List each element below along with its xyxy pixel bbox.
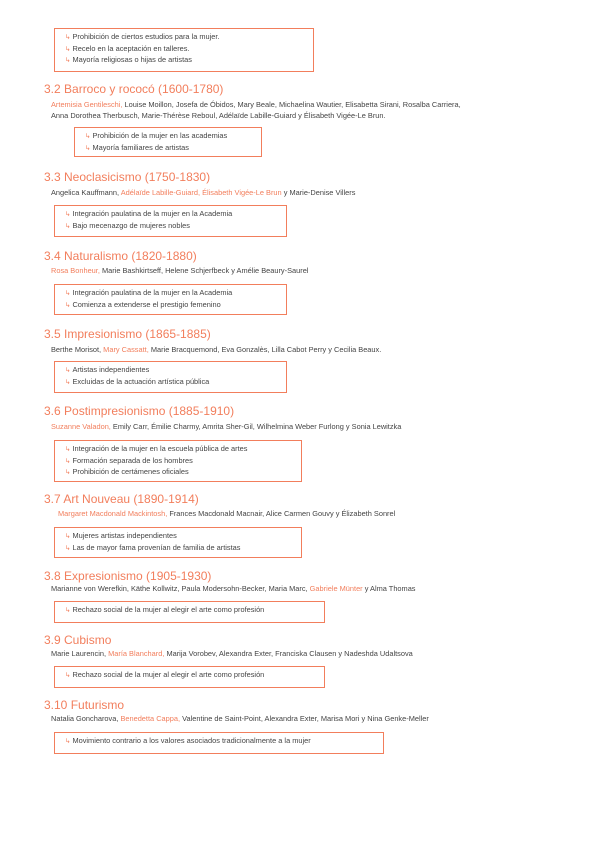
arrow-icon: ↳ — [65, 738, 71, 745]
arrow-icon: ↳ — [65, 211, 71, 218]
artist-names: Artemisia Gentileschi, Louise Moillon, Josefa de Óbidos, Mary Beale, Michaelina Wautier, Elisabetta Sirani, Rosalba Carriera, — [51, 100, 461, 109]
arrow-icon: ↳ — [65, 45, 71, 53]
arrow-icon: ↳ — [65, 301, 71, 309]
artist-names: Marianne von Werefkin, Käthe Kollwitz, Paula Modersohn-Becker, Maria Marc, Gabriele Münter y Alma Thomas — [51, 584, 416, 593]
artist-names: Angelica Kauffmann, Adélaïde Labille-Guiard, Élisabeth Vigée-Le Brun y Marie-Denise Villers — [51, 188, 356, 197]
list-item: ↳ Bajo mecenazgo de mujeres nobles — [65, 220, 190, 230]
section-heading: 3.9 Cubismo — [44, 633, 112, 647]
list-item: ↳ Integración paulatina de la mujer en la Academia — [65, 288, 233, 297]
list-item: ↳ Rechazo social de la mujer al elegir el arte como profesión — [65, 605, 265, 614]
artist-names: Marie Laurencin, María Blanchard, Marija Vorobev, Alexandra Exter, Franciska Clausen y Nadeshda Udaltsova — [51, 649, 413, 658]
list-item: ↳ Artistas independientes — [65, 365, 150, 374]
section-heading: 3.10 Futurismo — [44, 698, 125, 712]
list-item: ↳ Comienza a extenderse el prestigio femenino — [65, 299, 221, 309]
arrow-icon: ↳ — [65, 57, 71, 65]
list-item: ↳ Mayoría familiares de artistas — [85, 142, 189, 152]
artist-names: Natalia Goncharova, Benedetta Cappa, Valentine de Saint-Point, Alexandra Exter, Marisa Mori y Nina Genke-Meller — [51, 714, 429, 723]
arrow-icon: ↳ — [65, 367, 71, 374]
top-notes-box — [54, 28, 314, 72]
arrow-icon: ↳ — [65, 672, 71, 679]
arrow-icon: ↳ — [65, 222, 71, 230]
notes-box — [54, 601, 325, 623]
arrow-icon: ↳ — [65, 34, 71, 41]
section-heading: 3.5 Impresionismo (1865-1885) — [44, 327, 211, 341]
list-item: ↳ Prohibición de ciertos estudios para la mujer. — [65, 32, 220, 41]
list-item: ↳ Mayoría religiosas o hijas de artistas — [65, 55, 192, 65]
list-item: ↳ Mujeres artistas independientes — [65, 531, 177, 540]
artist-names: Suzanne Valadon, Emily Carr, Émilie Charmy, Amrita Sher-Gil, Wilhelmina Weber Furlong y Sonia Lewitzka — [51, 422, 402, 431]
list-item: ↳ Integración paulatina de la mujer en la Academia — [65, 209, 233, 218]
list-item: ↳ Movimiento contrario a los valores asociados tradicionalmente a la mujer — [65, 736, 311, 745]
section-heading: 3.3 Neoclasicismo (1750-1830) — [44, 170, 211, 184]
notes-box — [54, 666, 325, 688]
notes-box — [54, 732, 384, 754]
notes-box — [74, 127, 262, 157]
section-heading: 3.7 Art Nouveau (1890-1914) — [44, 492, 199, 506]
artist-names: Rosa Bonheur, Marie Bashkirtseff, Helene Schjerfbeck y Amélie Beaury-Saurel — [51, 266, 309, 275]
arrow-icon: ↳ — [65, 457, 71, 465]
arrow-icon: ↳ — [85, 144, 91, 152]
notes-box — [54, 284, 287, 315]
notes-box — [54, 361, 287, 393]
section-heading: 3.8 Expresionismo (1905-1930) — [44, 569, 212, 583]
section-heading: 3.6 Postimpresionismo (1885-1910) — [44, 404, 235, 418]
list-item: ↳ Rechazo social de la mujer al elegir el arte como profesión — [65, 670, 265, 679]
section-heading: 3.2 Barroco y rococó (1600-1780) — [44, 82, 224, 96]
list-item: ↳ Excluidas de la actuación artística pública — [65, 376, 210, 386]
arrow-icon: ↳ — [65, 469, 71, 477]
arrow-icon: ↳ — [85, 133, 91, 140]
arrow-icon: ↳ — [65, 378, 71, 386]
list-item: ↳ Integración de la mujer en la escuela pública de artes — [65, 444, 248, 453]
artist-names: Margaret Macdonald Mackintosh, Frances Macdonald Macnair, Alice Carmen Gouvy y Élizabeth Sonrel — [58, 509, 396, 518]
notes-box — [54, 527, 302, 558]
arrow-icon: ↳ — [65, 533, 71, 540]
list-item: ↳ Formación separada de los hombres — [65, 455, 193, 465]
list-item: ↳ Recelo en la aceptación en talleres. — [65, 43, 190, 53]
arrow-icon: ↳ — [65, 607, 71, 614]
artist-names-continued: Anna Dorothea Therbusch, Marie-Thérèse Reboul, Adélaïde Labille-Guiard y Élisabeth Vigée-Le Brun. — [51, 111, 386, 120]
list-item: ↳ Las de mayor fama provenían de familia de artistas — [65, 542, 241, 552]
list-item: ↳ Prohibición de certámenes oficiales — [65, 467, 189, 477]
notes-box — [54, 205, 287, 237]
notes-box — [54, 440, 302, 482]
artist-names: Berthe Morisot, Mary Cassatt, Marie Bracquemond, Eva Gonzalès, Lilla Cabot Perry y Cecilia Beaux. — [51, 345, 382, 354]
arrow-icon: ↳ — [65, 446, 71, 453]
section-heading: 3.4 Naturalismo (1820-1880) — [44, 249, 197, 263]
arrow-icon: ↳ — [65, 290, 71, 297]
arrow-icon: ↳ — [65, 544, 71, 552]
list-item: ↳ Prohibición de la mujer en las academias — [85, 131, 228, 140]
